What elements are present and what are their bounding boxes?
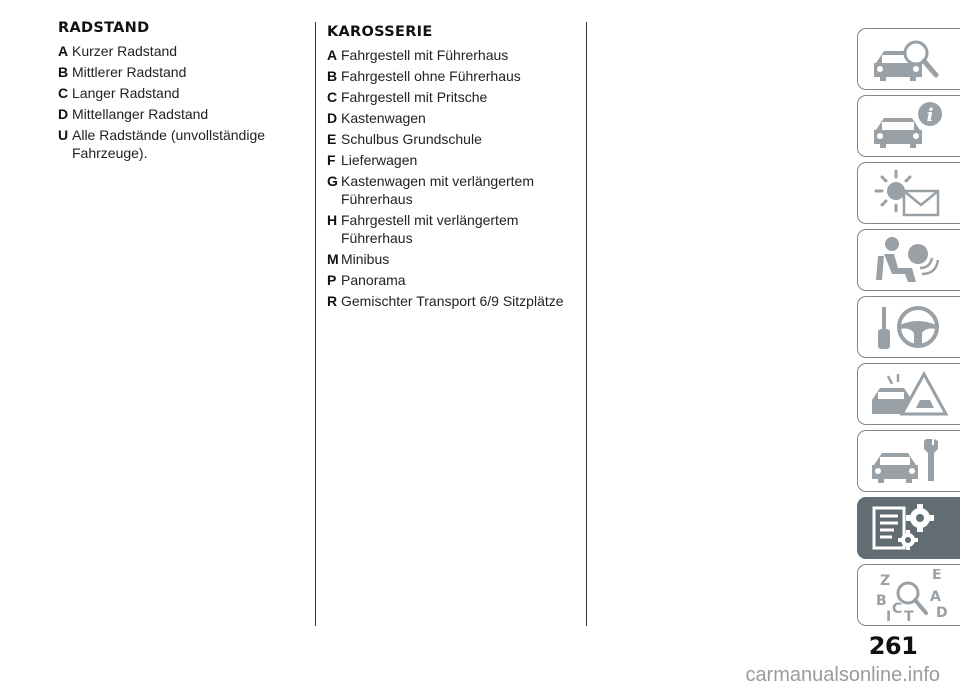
car-search-icon bbox=[868, 33, 948, 87]
karosserie-heading: KAROSSERIE bbox=[327, 24, 433, 40]
item-code: B bbox=[327, 68, 338, 84]
index-letter: B bbox=[876, 593, 887, 609]
list-item bbox=[58, 42, 308, 60]
item-description: Fahrgestell mit verlängertem Führerhaus bbox=[341, 212, 519, 246]
item-description: Langer Radstand bbox=[72, 85, 180, 101]
list-item bbox=[327, 88, 582, 106]
radstand-list bbox=[58, 42, 308, 162]
item-code: U bbox=[58, 127, 69, 143]
item-description: Fahrgestell ohne Führerhaus bbox=[341, 68, 521, 84]
item-description: Gemischter Transport 6/9 Sitzplätze bbox=[341, 293, 564, 309]
tab-index[interactable] bbox=[857, 564, 960, 626]
index-letter: Z bbox=[880, 573, 891, 589]
item-description: Kastenwagen mit verlängertem Führerhaus bbox=[341, 173, 534, 207]
item-code: A bbox=[327, 47, 338, 63]
item-code: A bbox=[58, 43, 69, 59]
list-item bbox=[327, 250, 582, 268]
svg-text:i: i bbox=[926, 105, 934, 126]
chapter-tabs bbox=[857, 28, 960, 631]
list-item bbox=[327, 172, 582, 208]
tab-safety[interactable] bbox=[857, 229, 960, 291]
page-number: 261 bbox=[868, 632, 918, 660]
column-divider bbox=[315, 22, 316, 626]
tab-car-info[interactable] bbox=[857, 95, 960, 157]
warning-lights-message-icon bbox=[868, 167, 948, 221]
list-item bbox=[327, 109, 582, 127]
technical-data-gear-icon bbox=[868, 502, 948, 556]
item-description: Mittlerer Radstand bbox=[72, 64, 187, 80]
radstand-heading: RADSTAND bbox=[58, 20, 150, 36]
item-description: Panorama bbox=[341, 272, 406, 288]
list-item bbox=[58, 126, 308, 162]
karosserie-section bbox=[327, 24, 582, 313]
tab-car-search[interactable] bbox=[857, 28, 960, 90]
index-letter: A bbox=[930, 589, 941, 605]
item-code: D bbox=[327, 110, 338, 126]
item-code: F bbox=[327, 152, 336, 168]
item-code: D bbox=[58, 106, 69, 122]
item-code: C bbox=[58, 85, 69, 101]
index-letter: I bbox=[886, 609, 892, 623]
item-code: H bbox=[327, 212, 338, 228]
list-item bbox=[58, 63, 308, 81]
item-code: M bbox=[327, 251, 339, 267]
car-breakdown-warning-icon bbox=[868, 368, 948, 422]
index-letter: E bbox=[932, 569, 942, 583]
airbag-seat-icon bbox=[868, 234, 948, 288]
list-item bbox=[327, 130, 582, 148]
car-wrench-icon bbox=[868, 435, 948, 489]
tab-emergency[interactable] bbox=[857, 363, 960, 425]
item-description: Alle Radstände (unvollständige Fahrzeuge). bbox=[72, 127, 266, 161]
item-description: Lieferwagen bbox=[341, 152, 418, 168]
tab-maintenance[interactable] bbox=[857, 430, 960, 492]
list-item bbox=[327, 67, 582, 85]
list-item bbox=[327, 46, 582, 64]
item-description: Fahrgestell mit Führerhaus bbox=[341, 47, 509, 63]
item-description: Schulbus Grundschule bbox=[341, 131, 482, 147]
radstand-section bbox=[58, 20, 308, 165]
item-description: Minibus bbox=[341, 251, 390, 267]
list-item bbox=[327, 271, 582, 289]
item-description: Kastenwagen bbox=[341, 110, 426, 126]
column-divider bbox=[586, 22, 587, 626]
index-letter: D bbox=[936, 605, 948, 621]
item-code: P bbox=[327, 272, 337, 288]
item-code: G bbox=[327, 173, 338, 189]
car-info-icon bbox=[868, 100, 948, 154]
item-description: Kurzer Radstand bbox=[72, 43, 178, 59]
item-code: C bbox=[327, 89, 338, 105]
tab-technical-data[interactable] bbox=[857, 497, 960, 559]
item-code: R bbox=[327, 293, 338, 309]
tab-warning-lights[interactable] bbox=[857, 162, 960, 224]
index-letter: T bbox=[904, 609, 914, 623]
alphabetical-index-icon bbox=[868, 569, 948, 623]
item-code: E bbox=[327, 131, 337, 147]
watermark: carmanualsonline.info bbox=[745, 664, 940, 686]
list-item bbox=[327, 292, 582, 310]
item-description: Fahrgestell mit Pritsche bbox=[341, 89, 488, 105]
index-letter: C bbox=[892, 601, 903, 617]
karosserie-list bbox=[327, 46, 582, 310]
list-item bbox=[327, 211, 582, 247]
key-steering-wheel-icon bbox=[868, 301, 948, 355]
tab-starting-driving[interactable] bbox=[857, 296, 960, 358]
list-item bbox=[327, 151, 582, 169]
list-item bbox=[58, 84, 308, 102]
list-item bbox=[58, 105, 308, 123]
item-description: Mittellanger Radstand bbox=[72, 106, 209, 122]
item-code: B bbox=[58, 64, 69, 80]
